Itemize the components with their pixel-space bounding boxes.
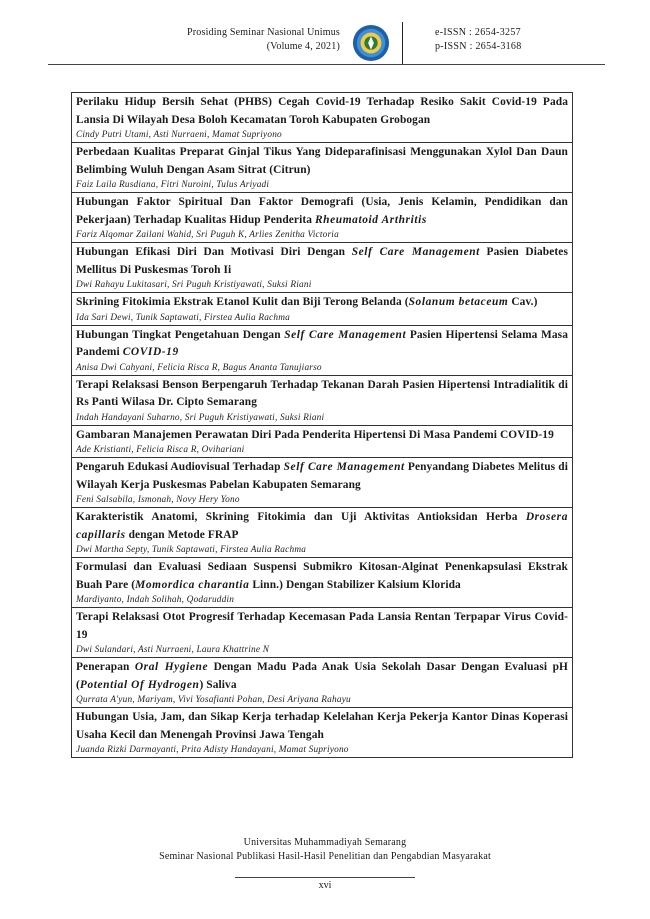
toc-entry (72, 93, 572, 143)
entry-title-text: Perilaku Hidup Bersih Sehat (PHBS) Cegah Covid-19 Terhadap Resiko Sakit Covid-19 Pada Lansia Di Wilayah Desa Boloh Kecamatan Toroh Kabupaten Grobogan (76, 96, 568, 126)
toc-entry (72, 243, 572, 293)
entry-authors: Indah Handayani Suharno, Sri Puguh Kristiyawati, Suksi Riani (76, 412, 325, 423)
entry-title (76, 94, 568, 129)
entry-title (76, 659, 568, 694)
entry-title-text: Karakteristik Anatomi, Skrining Fitokimia dan Uji Aktivitas Antioksidan Herba (76, 511, 526, 523)
entry-title-italic: Oral Hygiene (134, 661, 209, 673)
page-footer (0, 836, 650, 864)
header-rule (48, 64, 605, 65)
entry-authors: Ida Sari Dewi, Tunik Saptawati, Firstea Aulia Rachma (76, 312, 290, 323)
entry-title-text: Skrining Fitokimia Ekstrak Etanol Kulit dan Biji Terong Belanda ( (76, 296, 409, 308)
entry-title-italic: Potential Of Hydrogen (79, 678, 200, 691)
entry-title-text: Penerapan (76, 661, 135, 673)
header-left (165, 26, 340, 54)
toc-entry (72, 293, 572, 326)
footer-seminar: Seminar Nasional Publikasi Hasil-Hasil Penelitian dan Pengabdian Masyarakat (159, 851, 491, 862)
entry-title-italic: Self Care Management (351, 246, 480, 258)
entry-title (76, 427, 568, 445)
entry-title (76, 459, 568, 494)
entry-title-italic: Self Care Management (283, 461, 405, 473)
entry-title (76, 559, 568, 594)
footer-university: Universitas Muhammadiyah Semarang (243, 837, 407, 848)
entry-title-italic: COVID-19 (122, 346, 179, 358)
entry-authors: Qurrata A'yun, Mariyam, Vivi Yosafianti Pohan, Desi Ariyana Rahayu (76, 695, 351, 705)
entry-title-text: ) Saliva (199, 678, 237, 691)
entry-title-text: Linn.) Dengan Stabilizer Kalsium Klorida (249, 578, 461, 591)
entry-title-italic: Momordica charantia (135, 578, 250, 591)
entry-title-italic: Solanum betaceum (408, 296, 509, 308)
entry-title (76, 377, 568, 412)
entry-authors: Anisa Dwi Cahyani, Felicia Risca R, Bagus Ananta Tanujiarso (76, 362, 322, 373)
entry-title-text: Hubungan Usia, Jam, dan Sikap Kerja terhadap Kelelahan Kerja Pekerja Kantor Dinas Koperasi Usaha Kecil dan Menengah Provinsi Jawa Tengah (76, 711, 568, 741)
entry-title-italic: Self Care Management (284, 328, 407, 341)
entry-title (76, 144, 568, 179)
university-logo (352, 24, 390, 62)
entry-title-text: Penyandang Diabetes Melitus di Wilayah Kerja Puskesmas Pabelan Kabupaten Semarang (76, 461, 568, 491)
header-divider (402, 22, 403, 64)
entry-title-text: Perbedaan Kualitas Preparat Ginjal Tikus Yang Dideparafinisasi Menggunakan Xylol Dan Daun Belimbing Wuluh Dengan Asam Sitrat (Citrun) (76, 146, 568, 176)
footer-rule (235, 877, 415, 878)
entry-authors: Faiz Laila Rusdiana, Fitri Nuroini, Tulus Ariyadi (76, 180, 270, 190)
volume-label: (Volume 4, 2021) (266, 41, 340, 52)
entry-title-text: Formulasi dan Evaluasi Sediaan Suspensi Submikro Kitosan-Alginat Penenkapsulasi Ekstrak Buah Pare ( (76, 561, 568, 591)
toc-entry (72, 143, 572, 193)
entry-authors: Juanda Rizki Darmayanti, Prita Adisty Handayani, Mamat Supriyono (76, 745, 349, 755)
entry-title-text: Dengan Madu Pada Anak Usia Sekolah Dasar Dengan Evaluasi pH ( (76, 661, 568, 691)
entry-title-text: Terapi Relaksasi Otot Progresif Terhadap Kecemasan Pada Lansia Rentan Terpapar Virus Covid-19 (76, 611, 568, 641)
entry-authors: Mardiyanto, Indah Solihah, Qodaruddin (76, 595, 235, 605)
entry-title (76, 609, 568, 644)
entry-title (76, 327, 568, 362)
entry-authors: Fariz Alqomar Zailani Wahid, Sri Puguh K, Arlies Zenitha Victoria (76, 230, 339, 240)
toc-entry (72, 193, 572, 243)
entry-authors: Ade Kristianti, Felicia Risca R, Ovihariani (76, 445, 245, 455)
entry-title (76, 194, 568, 229)
entry-title (76, 709, 568, 744)
toc-entry (72, 508, 572, 558)
entry-authors: Cindy Putri Utami, Asti Nurraeni, Mamat Supriyono (76, 130, 282, 140)
entry-authors: Dwi Sulandari, Asti Nurraeni, Laura Khattrine N (76, 645, 270, 655)
entry-title-text: Hubungan Faktor Spiritual Dan Faktor Demografi (Usia, Jenis Kelamin, Pendidikan dan Pekerjaan) Terhadap Kualitas Hidup Penderita (76, 196, 568, 226)
eissn-label: e-ISSN : 2654-3257 (435, 27, 521, 38)
entry-authors: Feni Salsabila, Ismonah, Novy Hery Yono (76, 495, 240, 505)
entry-title-italic: Drosera capillaris (76, 511, 568, 541)
entry-title-text: Hubungan Tingkat Pengetahuan Dengan (76, 328, 285, 341)
proceeding-title: Prosiding Seminar Nasional Unimus (187, 27, 340, 38)
entry-title-italic: Rheumatoid Arthritis (314, 213, 427, 226)
header-right (435, 26, 522, 54)
entry-title-text: Pasien Hipertensi Selama Masa Pandemi (76, 328, 568, 358)
entry-title-text: Pasien Diabetes Mellitus Di Puskesmas Toroh Ii (76, 246, 568, 276)
toc-entry (72, 376, 572, 426)
entry-title (76, 244, 568, 279)
entry-title-text: Terapi Relaksasi Benson Berpengaruh Terhadap Tekanan Darah Pasien Hipertensi Intradialitik di Rs Panti Wilasa Dr. Cipto Semarang (76, 378, 568, 408)
contents-table (71, 92, 573, 758)
entry-title (76, 509, 568, 544)
entry-title-text: dengan Metode FRAP (125, 528, 239, 541)
entry-authors: Dwi Rahayu Lukitasari, Sri Puguh Kristiyawati, Suksi Riani (76, 280, 312, 290)
entry-title-text: Pengaruh Edukasi Audiovisual Terhadap (76, 461, 284, 473)
toc-entry (72, 458, 572, 508)
toc-entry (72, 558, 572, 608)
page-header (0, 0, 650, 70)
toc-entry (72, 658, 572, 708)
entry-title (76, 294, 568, 312)
entry-title-text: Hubungan Efikasi Diri Dan Motivasi Diri Dengan (76, 246, 352, 258)
pissn-label: p-ISSN : 2654-3168 (435, 41, 522, 52)
toc-entry (72, 708, 572, 757)
entry-title-text: Gambaran Manajemen Perawatan Diri Pada Penderita Hipertensi Di Masa Pandemi COVID-19 (76, 428, 554, 441)
toc-entry (72, 426, 572, 459)
toc-entry (72, 326, 572, 376)
entry-authors: Dwi Martha Septy, Tunik Saptawati, Firstea Aulia Rachma (76, 545, 307, 555)
entry-title-text: Cav.) (508, 296, 538, 308)
page-number: xvi (318, 880, 332, 891)
toc-entry (72, 608, 572, 658)
